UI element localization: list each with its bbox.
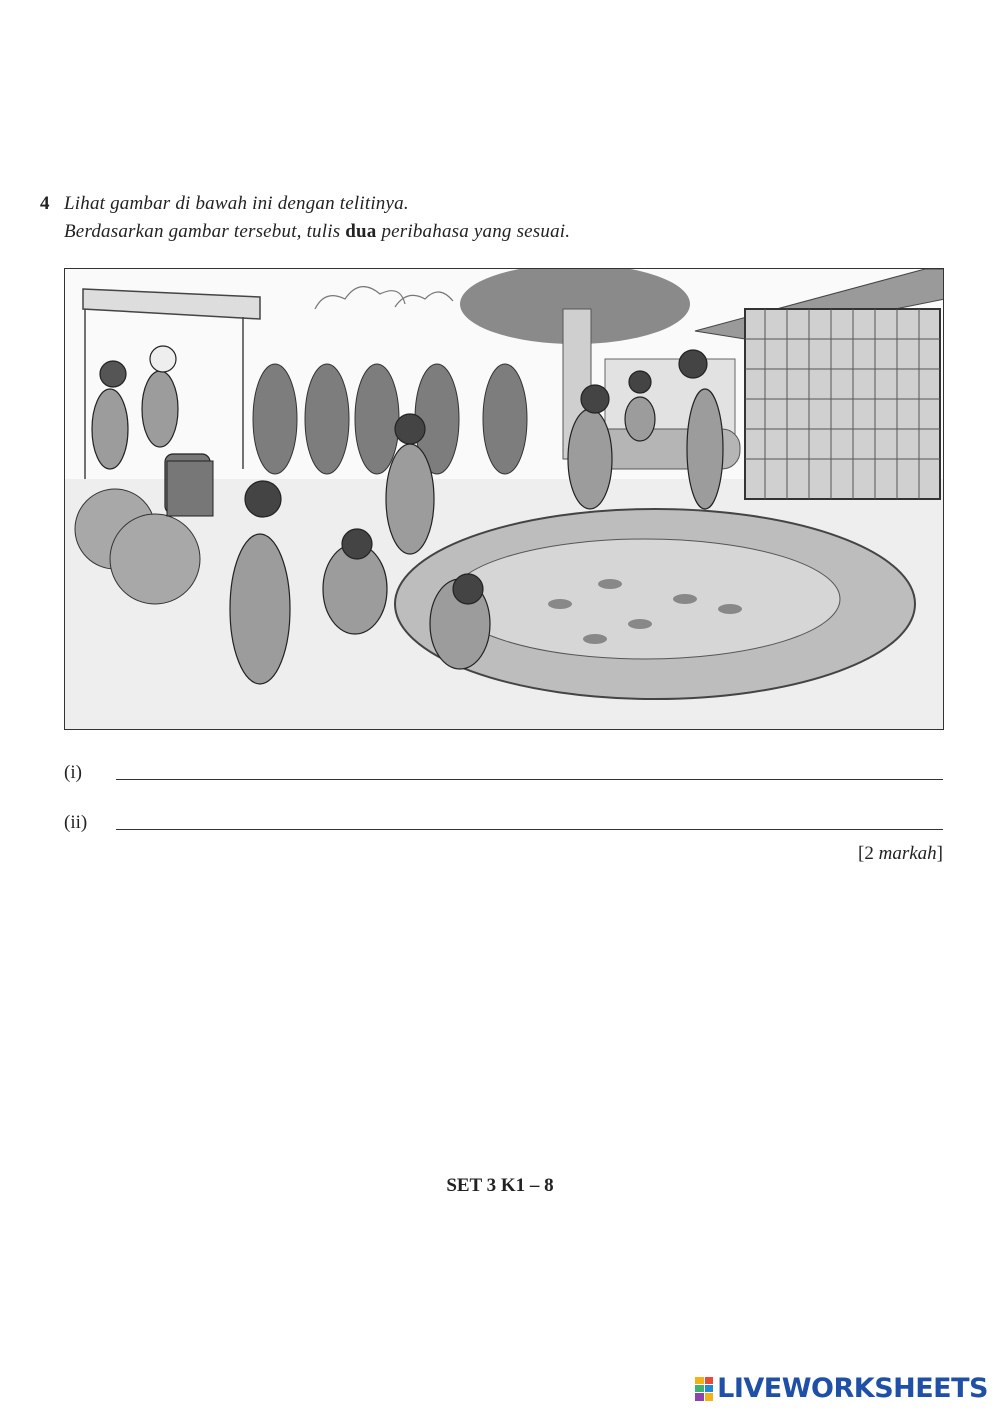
answer-label-1: (i) bbox=[64, 762, 82, 783]
instruction-text-start: Berdasarkan gambar tersebut, tulis bbox=[64, 221, 346, 242]
logo-text: LIVEWORKSHEETS bbox=[717, 1373, 988, 1404]
marks-close: ] bbox=[936, 843, 943, 864]
question-number: 4 bbox=[40, 193, 50, 214]
marks-open: [2 bbox=[858, 843, 879, 864]
instruction-bold-word: dua bbox=[345, 221, 377, 242]
instruction-text-end: peribahasa yang sesuai. bbox=[376, 221, 571, 242]
trash-bin bbox=[167, 461, 213, 516]
marks-indicator bbox=[858, 843, 943, 865]
liveworksheets-logo bbox=[695, 1373, 988, 1404]
page-footer: SET 3 K1 – 8 bbox=[446, 1175, 554, 1196]
question-instruction-1: Lihat gambar di bawah ini dengan telitinya. bbox=[64, 193, 409, 214]
answer-line-2[interactable] bbox=[116, 829, 943, 830]
logo-grid-icon bbox=[695, 1377, 713, 1401]
question-instruction-2 bbox=[64, 221, 570, 243]
answer-label-2: (ii) bbox=[64, 812, 88, 833]
garden-illustration bbox=[64, 268, 944, 730]
marks-word: markah bbox=[878, 843, 937, 864]
answer-line-1[interactable] bbox=[116, 779, 943, 780]
